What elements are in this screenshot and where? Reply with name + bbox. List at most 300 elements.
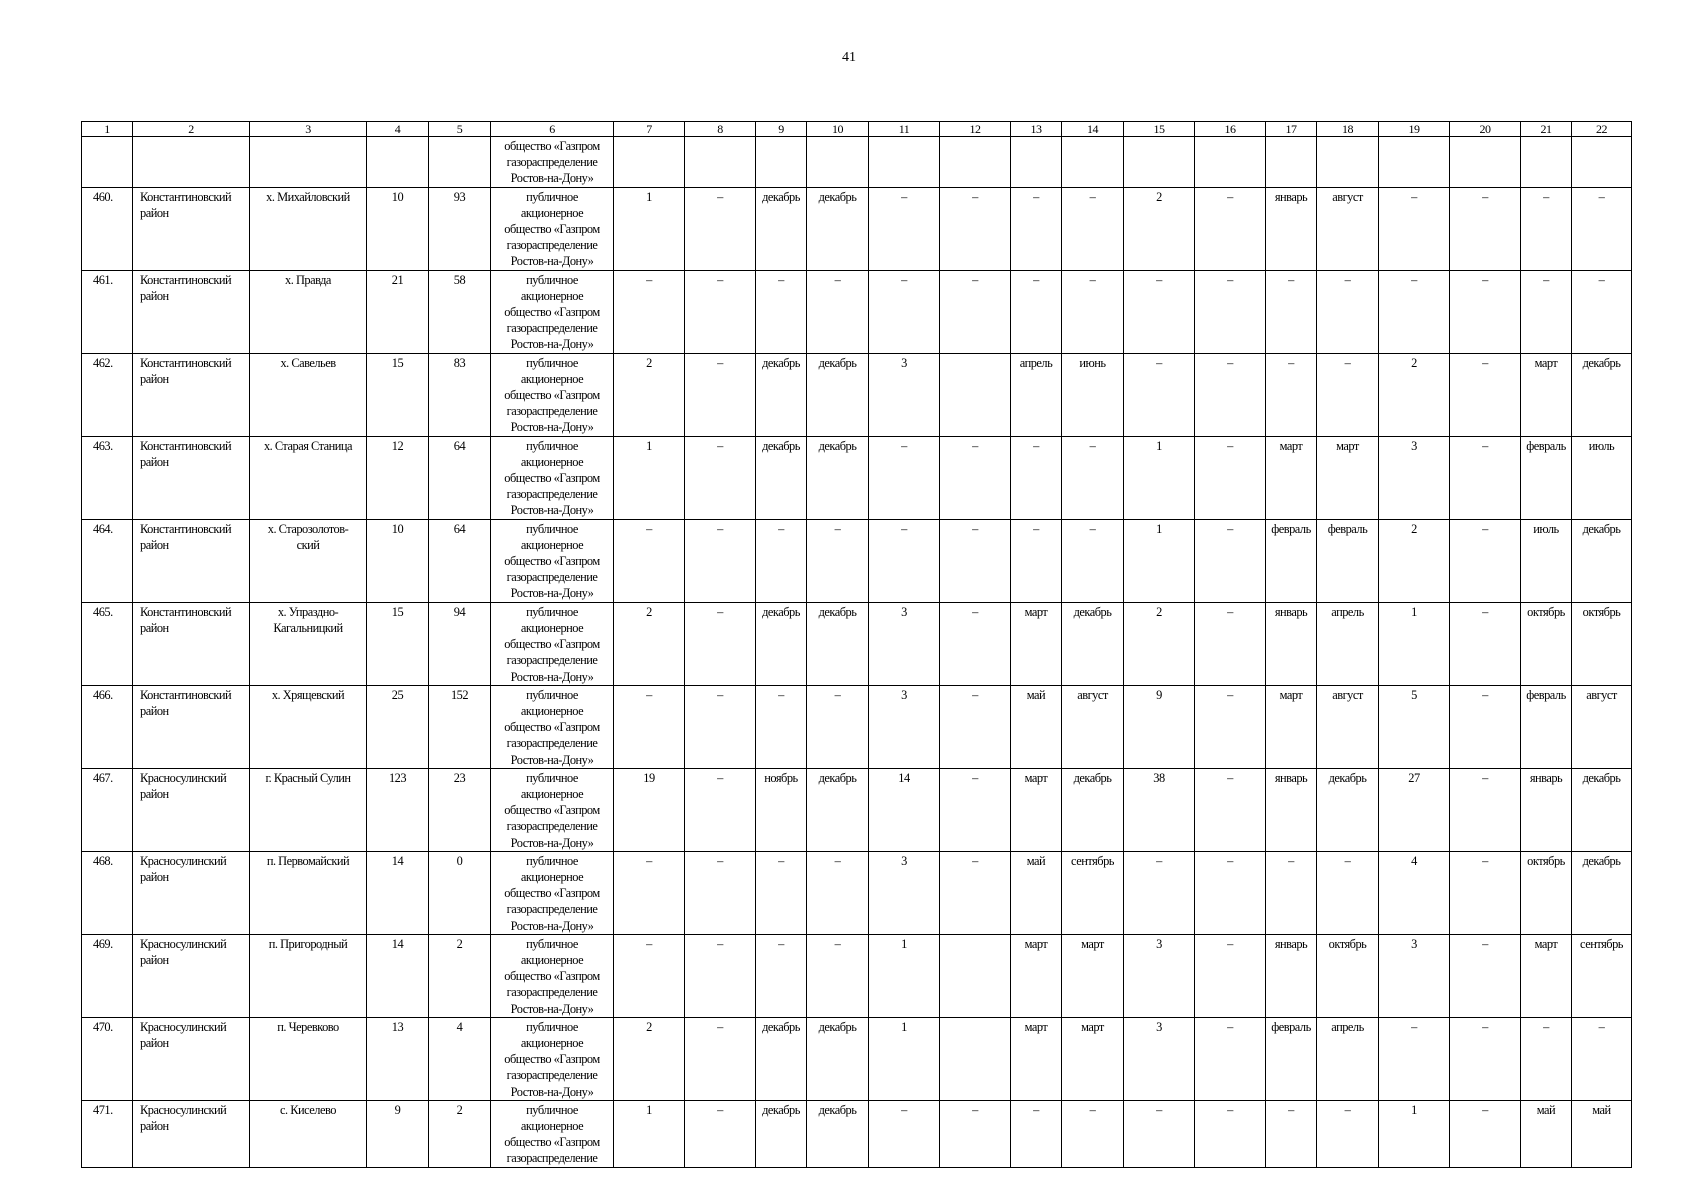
table-cell: 152 bbox=[429, 685, 491, 768]
district-cell: Константиновский район bbox=[133, 602, 250, 685]
column-number: 13 bbox=[1011, 122, 1062, 137]
district-cell: Константиновский район bbox=[133, 353, 250, 436]
table-cell: август bbox=[1062, 685, 1124, 768]
table-cell: 9 bbox=[367, 1100, 429, 1167]
column-number: 12 bbox=[940, 122, 1011, 137]
table-row bbox=[82, 1017, 1632, 1100]
table-cell bbox=[1521, 137, 1572, 188]
table-cell: август bbox=[1317, 187, 1379, 270]
table-cell: – bbox=[685, 1017, 756, 1100]
table-cell: декабрь bbox=[807, 187, 869, 270]
column-number: 22 bbox=[1572, 122, 1632, 137]
table-cell: – bbox=[940, 270, 1011, 353]
organization-cell: публичное акционерное общество «Газпром газораспределение Ростов-на-Дону» bbox=[491, 187, 614, 270]
table-cell: – bbox=[756, 519, 807, 602]
table-cell: 1 bbox=[614, 436, 685, 519]
table-cell: – bbox=[1062, 436, 1124, 519]
table-cell: август bbox=[1317, 685, 1379, 768]
column-number: 20 bbox=[1450, 122, 1521, 137]
table-cell: декабрь bbox=[807, 436, 869, 519]
table-cell bbox=[1317, 137, 1379, 188]
table-cell: 3 bbox=[1379, 436, 1450, 519]
table-cell: – bbox=[1195, 436, 1266, 519]
table-cell: 1 bbox=[1379, 602, 1450, 685]
table-cell: – bbox=[1195, 1100, 1266, 1167]
table-cell: январь bbox=[1266, 768, 1317, 851]
table-cell: – bbox=[1124, 1100, 1195, 1167]
column-number: 1 bbox=[82, 122, 133, 137]
table-cell: март bbox=[1266, 436, 1317, 519]
table-cell: – bbox=[869, 436, 940, 519]
organization-cell: публичное акционерное общество «Газпром газораспределение Ростов-на-Дону» bbox=[491, 436, 614, 519]
table-cell: – bbox=[685, 436, 756, 519]
table-cell: 1 bbox=[1379, 1100, 1450, 1167]
table-cell: – bbox=[685, 685, 756, 768]
table-cell: декабрь bbox=[807, 602, 869, 685]
table-cell: январь bbox=[1266, 602, 1317, 685]
table-cell: – bbox=[1124, 353, 1195, 436]
table-cell: – bbox=[1572, 1017, 1632, 1100]
table-cell: – bbox=[1521, 1017, 1572, 1100]
organization-cell: публичное акционерное общество «Газпром газораспределение Ростов-на-Дону» bbox=[491, 685, 614, 768]
table-row bbox=[82, 851, 1632, 934]
table-cell: 3 bbox=[869, 851, 940, 934]
table-cell: 2 bbox=[1124, 602, 1195, 685]
table-cell bbox=[82, 137, 133, 188]
table-cell: – bbox=[685, 934, 756, 1017]
table-cell: – bbox=[685, 187, 756, 270]
row-number-cell: 470. bbox=[82, 1017, 133, 1100]
table-cell bbox=[1062, 137, 1124, 188]
table-cell: 3 bbox=[1379, 934, 1450, 1017]
table-cell: 2 bbox=[614, 1017, 685, 1100]
table-cell: 3 bbox=[1124, 934, 1195, 1017]
column-number: 3 bbox=[250, 122, 367, 137]
table-cell: февраль bbox=[1266, 519, 1317, 602]
row-number-cell: 463. bbox=[82, 436, 133, 519]
table-cell: март bbox=[1266, 685, 1317, 768]
table-row bbox=[82, 1100, 1632, 1167]
table-cell: ноябрь bbox=[756, 768, 807, 851]
column-number: 6 bbox=[491, 122, 614, 137]
table-row bbox=[82, 685, 1632, 768]
table-cell: – bbox=[1450, 187, 1521, 270]
table-cell: – bbox=[1450, 602, 1521, 685]
table-cell: 3 bbox=[869, 353, 940, 436]
table-cell: – bbox=[685, 1100, 756, 1167]
table-cell: – bbox=[614, 934, 685, 1017]
table-cell bbox=[614, 137, 685, 188]
table-cell: 3 bbox=[869, 602, 940, 685]
column-number: 18 bbox=[1317, 122, 1379, 137]
table-row bbox=[82, 436, 1632, 519]
table-cell: 93 bbox=[429, 187, 491, 270]
table-cell: февраль bbox=[1317, 519, 1379, 602]
table-cell: 10 bbox=[367, 187, 429, 270]
table-cell: – bbox=[1317, 851, 1379, 934]
district-cell: Красносулинский район bbox=[133, 1017, 250, 1100]
table-cell: – bbox=[1062, 270, 1124, 353]
table-cell: – bbox=[1521, 270, 1572, 353]
table-cell bbox=[250, 137, 367, 188]
column-number: 4 bbox=[367, 122, 429, 137]
row-number-cell: 468. bbox=[82, 851, 133, 934]
table-cell: октябрь bbox=[1521, 602, 1572, 685]
table-cell: – bbox=[1317, 270, 1379, 353]
table-cell: – bbox=[1379, 270, 1450, 353]
table-row bbox=[82, 519, 1632, 602]
organization-cell: публичное акционерное общество «Газпром газораспределение Ростов-на-Дону» bbox=[491, 934, 614, 1017]
table-cell: 9 bbox=[1124, 685, 1195, 768]
row-number-cell: 467. bbox=[82, 768, 133, 851]
table-cell: – bbox=[1521, 187, 1572, 270]
district-cell: Красносулинский район bbox=[133, 851, 250, 934]
table-cell: – bbox=[685, 519, 756, 602]
table-cell: – bbox=[940, 1100, 1011, 1167]
table-cell: декабрь bbox=[1572, 768, 1632, 851]
table-cell: декабрь bbox=[1062, 768, 1124, 851]
table-cell: 1 bbox=[869, 934, 940, 1017]
organization-cell: публичное акционерное общество «Газпром газораспределение Ростов-на-Дону» bbox=[491, 768, 614, 851]
table-cell: – bbox=[1450, 934, 1521, 1017]
table-cell: февраль bbox=[1521, 436, 1572, 519]
table-cell: 1 bbox=[1124, 519, 1195, 602]
table-cell: – bbox=[1572, 270, 1632, 353]
column-number: 8 bbox=[685, 122, 756, 137]
table-cell: 64 bbox=[429, 519, 491, 602]
table-cell: – bbox=[807, 270, 869, 353]
locality-cell: х. Старая Станица bbox=[250, 436, 367, 519]
table-cell bbox=[429, 137, 491, 188]
column-number: 19 bbox=[1379, 122, 1450, 137]
table-cell: – bbox=[1195, 1017, 1266, 1100]
table-cell: – bbox=[940, 851, 1011, 934]
table-cell: 0 bbox=[429, 851, 491, 934]
table-cell: – bbox=[1062, 187, 1124, 270]
table-cell: – bbox=[1450, 768, 1521, 851]
table-cell: – bbox=[940, 436, 1011, 519]
table-cell: – bbox=[1124, 851, 1195, 934]
table-cell: декабрь bbox=[756, 187, 807, 270]
table-cell: – bbox=[1266, 270, 1317, 353]
organization-cell: публичное акционерное общество «Газпром газораспределение Ростов-на-Дону» bbox=[491, 353, 614, 436]
table-cell: декабрь bbox=[756, 602, 807, 685]
table-cell: май bbox=[1011, 685, 1062, 768]
table-cell: январь bbox=[1521, 768, 1572, 851]
table-cell: март bbox=[1062, 1017, 1124, 1100]
table-cell: – bbox=[1195, 768, 1266, 851]
table-cell: январь bbox=[1266, 934, 1317, 1017]
row-number-cell: 466. bbox=[82, 685, 133, 768]
table-cell: 25 bbox=[367, 685, 429, 768]
table-cell: 27 bbox=[1379, 768, 1450, 851]
row-number-cell: 461. bbox=[82, 270, 133, 353]
table-cell: 1 bbox=[1124, 436, 1195, 519]
gasification-schedule-table bbox=[81, 121, 1632, 1168]
district-cell: Константиновский район bbox=[133, 519, 250, 602]
organization-cell: публичное акционерное общество «Газпром газораспределение Ростов-на-Дону» bbox=[491, 851, 614, 934]
table-cell: март bbox=[1317, 436, 1379, 519]
column-number: 21 bbox=[1521, 122, 1572, 137]
table-cell: 2 bbox=[1124, 187, 1195, 270]
table-cell: – bbox=[614, 851, 685, 934]
locality-cell: х. Михайловский bbox=[250, 187, 367, 270]
table-cell: май bbox=[1572, 1100, 1632, 1167]
table-cell: май bbox=[1521, 1100, 1572, 1167]
table-cell: – bbox=[756, 851, 807, 934]
table-cell: 2 bbox=[614, 602, 685, 685]
table-cell: 3 bbox=[1124, 1017, 1195, 1100]
table-cell: – bbox=[685, 602, 756, 685]
table-cell: 2 bbox=[429, 934, 491, 1017]
locality-cell: х. Старозолотов- ский bbox=[250, 519, 367, 602]
column-number: 7 bbox=[614, 122, 685, 137]
table-cell bbox=[133, 137, 250, 188]
table-cell: декабрь bbox=[807, 1100, 869, 1167]
district-cell: Красносулинский район bbox=[133, 934, 250, 1017]
table-cell: – bbox=[807, 685, 869, 768]
table-cell: – bbox=[1572, 187, 1632, 270]
locality-cell: с. Киселево bbox=[250, 1100, 367, 1167]
table-cell: – bbox=[1195, 934, 1266, 1017]
table-cell: – bbox=[685, 851, 756, 934]
table-cell: – bbox=[614, 519, 685, 602]
table-cell bbox=[1450, 137, 1521, 188]
table-cell: 14 bbox=[367, 934, 429, 1017]
table-cell: сентябрь bbox=[1062, 851, 1124, 934]
table-cell: декабрь bbox=[756, 436, 807, 519]
table-cell: 94 bbox=[429, 602, 491, 685]
table-cell: – bbox=[940, 187, 1011, 270]
table-row bbox=[82, 353, 1632, 436]
table-cell: 10 bbox=[367, 519, 429, 602]
table-cell: сентябрь bbox=[1572, 934, 1632, 1017]
table-cell: февраль bbox=[1266, 1017, 1317, 1100]
table-cell bbox=[1572, 137, 1632, 188]
table-cell bbox=[1011, 137, 1062, 188]
table-cell: – bbox=[1062, 1100, 1124, 1167]
table-cell: 64 bbox=[429, 436, 491, 519]
table-cell bbox=[940, 1017, 1011, 1100]
column-number: 11 bbox=[869, 122, 940, 137]
table-row bbox=[82, 270, 1632, 353]
table-cell: – bbox=[940, 768, 1011, 851]
table-cell: июль bbox=[1572, 436, 1632, 519]
table-cell: март bbox=[1011, 602, 1062, 685]
continued-row bbox=[82, 137, 1632, 188]
table-cell: октябрь bbox=[1317, 934, 1379, 1017]
table-cell bbox=[756, 137, 807, 188]
table-cell: 19 bbox=[614, 768, 685, 851]
table-cell: март bbox=[1521, 353, 1572, 436]
organization-cell: публичное акционерное общество «Газпром газораспределение bbox=[491, 1100, 614, 1167]
table-cell: 3 bbox=[869, 685, 940, 768]
table-cell: – bbox=[756, 270, 807, 353]
table-cell: – bbox=[685, 270, 756, 353]
district-cell: Константиновский район bbox=[133, 270, 250, 353]
table-cell: – bbox=[1450, 436, 1521, 519]
locality-cell: х. Савельев bbox=[250, 353, 367, 436]
column-number: 9 bbox=[756, 122, 807, 137]
column-number-row bbox=[82, 122, 1632, 137]
table-cell: – bbox=[1195, 353, 1266, 436]
table-cell: декабрь bbox=[756, 353, 807, 436]
table-cell bbox=[1266, 137, 1317, 188]
table-cell: – bbox=[1317, 1100, 1379, 1167]
table-cell bbox=[807, 137, 869, 188]
table-cell: 4 bbox=[1379, 851, 1450, 934]
table-cell: 15 bbox=[367, 353, 429, 436]
table-cell: – bbox=[807, 519, 869, 602]
table-cell: октябрь bbox=[1521, 851, 1572, 934]
table-cell: 14 bbox=[869, 768, 940, 851]
locality-cell: п. Пригородный bbox=[250, 934, 367, 1017]
table-cell: – bbox=[940, 685, 1011, 768]
table-cell bbox=[940, 137, 1011, 188]
table-cell: 123 bbox=[367, 768, 429, 851]
table-cell bbox=[1195, 137, 1266, 188]
row-number-cell: 471. bbox=[82, 1100, 133, 1167]
table-cell bbox=[1379, 137, 1450, 188]
table-cell: декабрь bbox=[1062, 602, 1124, 685]
table-cell: 21 bbox=[367, 270, 429, 353]
table-cell: – bbox=[1450, 270, 1521, 353]
table-cell: 2 bbox=[1379, 353, 1450, 436]
table-cell: август bbox=[1572, 685, 1632, 768]
table-cell: – bbox=[685, 768, 756, 851]
table-cell: – bbox=[685, 353, 756, 436]
table-cell: – bbox=[614, 270, 685, 353]
row-number-cell: 465. bbox=[82, 602, 133, 685]
table-cell: 2 bbox=[429, 1100, 491, 1167]
row-number-cell: 462. bbox=[82, 353, 133, 436]
locality-cell: х. Правда bbox=[250, 270, 367, 353]
row-number-cell: 469. bbox=[82, 934, 133, 1017]
table-cell: – bbox=[1195, 519, 1266, 602]
locality-cell: п. Первомайский bbox=[250, 851, 367, 934]
table-cell: декабрь bbox=[807, 353, 869, 436]
organization-cell: публичное акционерное общество «Газпром газораспределение Ростов-на-Дону» bbox=[491, 1017, 614, 1100]
table-cell: – bbox=[869, 187, 940, 270]
table-cell: 4 bbox=[429, 1017, 491, 1100]
table-cell: – bbox=[1450, 1017, 1521, 1100]
table-cell: – bbox=[1450, 353, 1521, 436]
table-cell: – bbox=[869, 519, 940, 602]
table-cell: – bbox=[1195, 270, 1266, 353]
table-cell: 1 bbox=[869, 1017, 940, 1100]
table-cell: – bbox=[1379, 1017, 1450, 1100]
table-cell bbox=[940, 934, 1011, 1017]
table-cell: март bbox=[1011, 1017, 1062, 1100]
table-row bbox=[82, 187, 1632, 270]
organization-cell: публичное акционерное общество «Газпром газораспределение Ростов-на-Дону» bbox=[491, 519, 614, 602]
table-cell: 14 bbox=[367, 851, 429, 934]
table-cell: декабрь bbox=[756, 1100, 807, 1167]
district-cell: Константиновский район bbox=[133, 436, 250, 519]
table-cell: – bbox=[1266, 1100, 1317, 1167]
table-cell: – bbox=[1195, 602, 1266, 685]
column-number: 10 bbox=[807, 122, 869, 137]
table-cell: – bbox=[1450, 685, 1521, 768]
table-cell: – bbox=[1195, 685, 1266, 768]
table-cell: – bbox=[940, 519, 1011, 602]
table-cell: март bbox=[1062, 934, 1124, 1017]
locality-cell: г. Красный Сулин bbox=[250, 768, 367, 851]
table-cell: 12 bbox=[367, 436, 429, 519]
table-cell: – bbox=[1266, 353, 1317, 436]
table-cell bbox=[1124, 137, 1195, 188]
table-cell: – bbox=[807, 934, 869, 1017]
page-number: 41 bbox=[842, 50, 856, 65]
table-cell bbox=[869, 137, 940, 188]
table-cell: – bbox=[1011, 436, 1062, 519]
table-row bbox=[82, 768, 1632, 851]
table-cell: апрель bbox=[1317, 1017, 1379, 1100]
table-cell: октябрь bbox=[1572, 602, 1632, 685]
table-cell bbox=[940, 353, 1011, 436]
table-cell: май bbox=[1011, 851, 1062, 934]
table-cell: – bbox=[1011, 519, 1062, 602]
district-cell: Красносулинский район bbox=[133, 1100, 250, 1167]
table-cell: – bbox=[1450, 519, 1521, 602]
row-number-cell: 460. bbox=[82, 187, 133, 270]
table-cell: – bbox=[1317, 353, 1379, 436]
column-number: 5 bbox=[429, 122, 491, 137]
table-cell: – bbox=[1379, 187, 1450, 270]
table-cell: декабрь bbox=[1572, 353, 1632, 436]
column-number: 2 bbox=[133, 122, 250, 137]
column-number: 15 bbox=[1124, 122, 1195, 137]
organization-cell: публичное акционерное общество «Газпром газораспределение Ростов-на-Дону» bbox=[491, 602, 614, 685]
table-cell: январь bbox=[1266, 187, 1317, 270]
table-cell: общество «Газпром газораспределение Ростов-на-Дону» bbox=[491, 137, 614, 188]
table-cell: 15 bbox=[367, 602, 429, 685]
table-cell: декабрь bbox=[1572, 519, 1632, 602]
table-cell: 38 bbox=[1124, 768, 1195, 851]
table-row bbox=[82, 934, 1632, 1017]
locality-cell: х. Хрящевский bbox=[250, 685, 367, 768]
table-cell: – bbox=[614, 685, 685, 768]
table-cell: декабрь bbox=[807, 768, 869, 851]
table-cell: декабрь bbox=[1572, 851, 1632, 934]
table-cell: – bbox=[940, 602, 1011, 685]
table-cell: апрель bbox=[1317, 602, 1379, 685]
table-cell: – bbox=[807, 851, 869, 934]
table-cell bbox=[685, 137, 756, 188]
column-number: 17 bbox=[1266, 122, 1317, 137]
table-cell: июль bbox=[1521, 519, 1572, 602]
table-cell: 83 bbox=[429, 353, 491, 436]
table-cell: июнь bbox=[1062, 353, 1124, 436]
table-cell: – bbox=[1011, 1100, 1062, 1167]
table-cell: – bbox=[1011, 270, 1062, 353]
table-cell: – bbox=[1195, 851, 1266, 934]
table-cell: 1 bbox=[614, 187, 685, 270]
table-cell: – bbox=[756, 685, 807, 768]
table-cell: 23 bbox=[429, 768, 491, 851]
row-number-cell: 464. bbox=[82, 519, 133, 602]
table-cell: – bbox=[1062, 519, 1124, 602]
district-cell: Константиновский район bbox=[133, 685, 250, 768]
table-cell: декабрь bbox=[807, 1017, 869, 1100]
table-cell: – bbox=[756, 934, 807, 1017]
table-cell bbox=[367, 137, 429, 188]
table-cell: 58 bbox=[429, 270, 491, 353]
locality-cell: х. Упраздно- Кагальницкий bbox=[250, 602, 367, 685]
table-cell: 5 bbox=[1379, 685, 1450, 768]
table-cell: – bbox=[1266, 851, 1317, 934]
table-cell: 2 bbox=[1379, 519, 1450, 602]
